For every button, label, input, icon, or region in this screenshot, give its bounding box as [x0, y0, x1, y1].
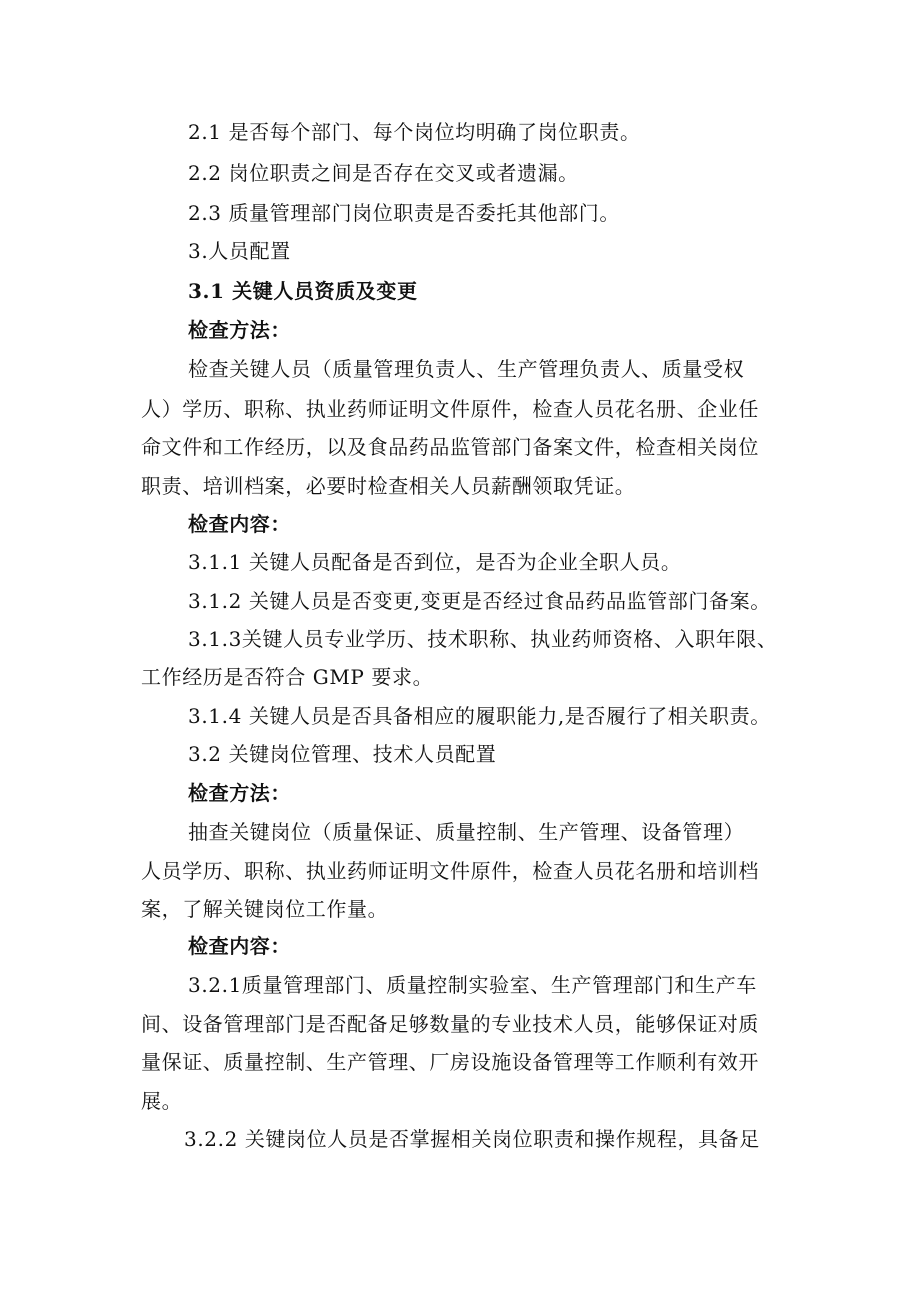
item-3-1-2: 3.1.2 关键人员是否变更,变更是否经过食品药品监管部门备案。: [188, 589, 771, 613]
inspection-method-label: 检查方法：: [188, 781, 291, 805]
inspection-content-label: 检查内容：: [188, 934, 291, 958]
paragraph-line: 间、设备管理部门是否配备足够数量的专业技术人员，能够保证对质: [141, 1012, 759, 1036]
paragraph-line: 工作经历是否符合 GMP 要求。: [141, 665, 434, 689]
item-3-1-1: 3.1.1 关键人员配备是否到位，是否为企业全职人员。: [188, 550, 682, 574]
paragraph-line: 人）学历、职称、执业药师证明文件原件，检查人员花名册、企业任: [141, 397, 759, 421]
inspection-content-label: 检查内容：: [188, 512, 291, 536]
item-2-3: 2.3 质量管理部门岗位职责是否委托其他部门。: [188, 201, 620, 225]
inspection-method-label: 检查方法：: [188, 318, 291, 342]
item-3-2-1: 3.2.1质量管理部门、质量控制实验室、生产管理部门和生产车: [188, 973, 757, 997]
subsection-heading-3-1: 3.1 关键人员资质及变更: [188, 279, 418, 303]
item-2-2: 2.2 岗位职责之间是否存在交叉或者遗漏。: [188, 161, 579, 185]
paragraph-line: 量保证、质量控制、生产管理、厂房设施设备管理等工作顺利有效开: [141, 1050, 759, 1074]
paragraph-line: 命文件和工作经历，以及食品药品监管部门备案文件，检查相关岗位: [141, 435, 759, 459]
item-3-2-2: 3.2.2 关键岗位人员是否掌握相关岗位职责和操作规程，具备足: [184, 1127, 760, 1151]
paragraph-line: 人员学历、职称、执业药师证明文件原件，检查人员花名册和培训档: [141, 859, 759, 883]
subsection-heading-3-2: 3.2 关键岗位管理、技术人员配置: [188, 742, 497, 766]
item-3-1-4: 3.1.4 关键人员是否具备相应的履职能力,是否履行了相关职责。: [188, 704, 771, 728]
paragraph-line: 抽查关键岗位（质量保证、质量控制、生产管理、设备管理）: [188, 820, 745, 844]
paragraph-line: 展。: [141, 1089, 183, 1113]
item-2-1: 2.1 是否每个部门、每个岗位均明确了岗位职责。: [188, 120, 641, 144]
paragraph-line: 案，了解关键岗位工作量。: [141, 897, 389, 921]
section-heading-3: 3.人员配置: [188, 239, 291, 263]
item-3-1-3: 3.1.3关键人员专业学历、技术职称、执业药师资格、入职年限、: [188, 627, 778, 651]
paragraph-line: 检查关键人员（质量管理负责人、生产管理负责人、质量受权: [188, 357, 745, 381]
paragraph-line: 职责、培训档案，必要时检查相关人员薪酬领取凭证。: [141, 474, 636, 498]
